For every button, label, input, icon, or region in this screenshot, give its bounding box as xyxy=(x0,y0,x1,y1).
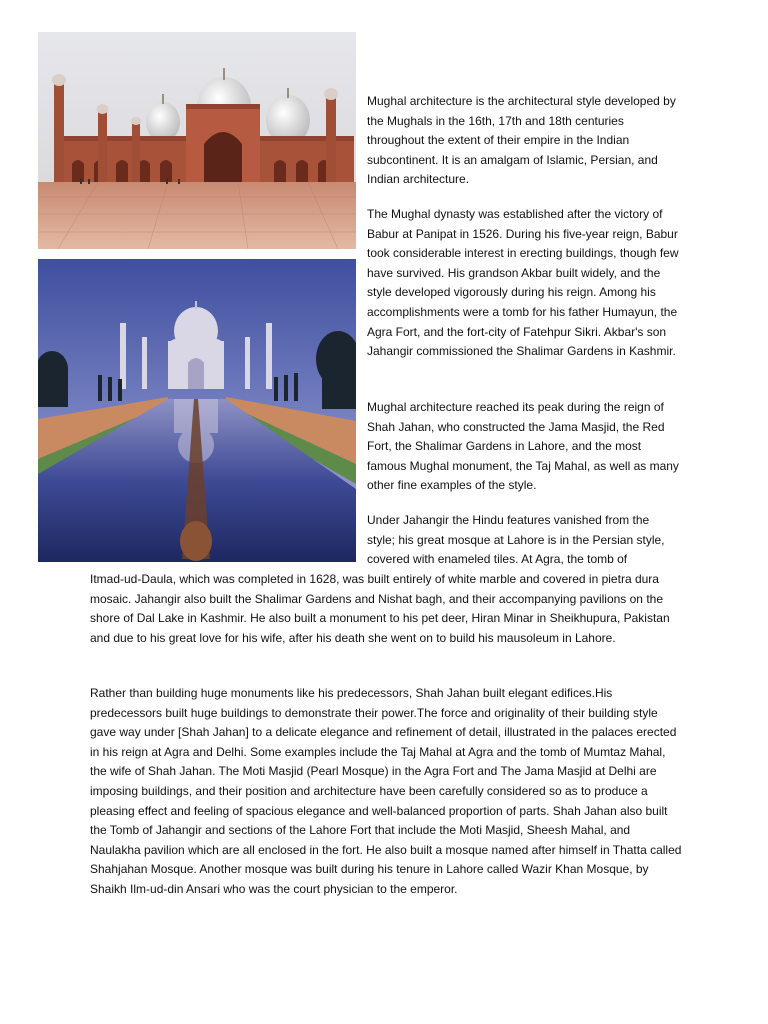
paragraph-intro: Mughal architecture is the architectural style developed by the Mughals in the 16th, 17th and 18th centuries throughout the extent of their empire in the Indian subcontinent. It is an amalgam of Islamic, Persian, and Indian architecture. xyxy=(367,94,676,187)
taj-mahal-photo xyxy=(38,259,356,562)
paragraph-dynasty: The Mughal dynasty was established after the victory of Babur at Panipat in 1526. During his five-year reign, Babur took considerable interest in erecting buildings, though few have survived. His grandson Akbar built widely, and the style developed vigorously during his reign. Among his accomplishments were a tomb for his father Humayun, the Agra Fort, and the fort-city of Fatehpur Sikri. Akbar's son Jahangir commissioned the Shalimar Gardens in Kashmir. xyxy=(367,207,679,359)
mosque-illustration xyxy=(38,32,356,249)
taj-mahal-illustration xyxy=(38,259,356,562)
paragraph-shah-jahan: Rather than building huge monuments like his predecessors, Shah Jahan built elegant edifices.His predecessors built huge buildings to demonstrate their power.The force and originality of their building style gave way under [Shah Jahan] to a delicate elegance and refinement of detail, illustrated in the palaces erected in his reign at Agra and Delhi. Some examples include the Taj Mahal at Agra and the tomb of Mumtaz Mahal, the wife of Shah Jahan. The Moti Masjid (Pearl Mosque) in the Agra Fort and The Jama Masjid at Delhi are imposing buildings, and their position and architecture have been carefully considered so as to produce a pleasing effect and feeling of spacious elegance and well-balanced proportion of parts. Shah Jahan also built the Tomb of Jahangir and sections of the Lahore Fort that include the Moti Masjid, Sheesh Mahal, and Naulakha pavilion which are all enclosed in the fort. He also built a mosque named after himself in Thatta called Shahjahan Mosque. Another mosque was built during his tenure in Lahore called Wazir Khan Mosque, by Shaikh Ilm-ud-din Ansari who was the court physician to the emperor. xyxy=(90,686,682,896)
mosque-photo xyxy=(38,32,356,249)
paragraph-peak: Mughal architecture reached its peak during the reign of Shah Jahan, who constructed the Jama Masjid, the Red Fort, the Shalimar Gardens in Lahore, and the most famous Mughal monument, the Taj Mahal, as well as many other fine examples of the style. xyxy=(367,400,679,493)
paragraph-jahangir-continued: Itmad-ud-Daula, which was completed in 1628, was built entirely of white marble and covered in pietra dura mosaic. Jahangir also built the Shalimar Gardens and Nishat bagh, and their accompanying pavilions on the shore of Dal Lake in Kashmir. He also built a monument to his pet deer, Hiran Minar in Sheikhupura, Pakistan and due to his great love for his wife, after his death she went on to build his mausoleum in Lahore. xyxy=(90,572,670,645)
paragraph-jahangir-start: Under Jahangir the Hindu features vanished from the style; his great mosque at Lahore is in the Persian style, covered with enameled tiles. At Agra, the tomb of xyxy=(367,513,665,567)
